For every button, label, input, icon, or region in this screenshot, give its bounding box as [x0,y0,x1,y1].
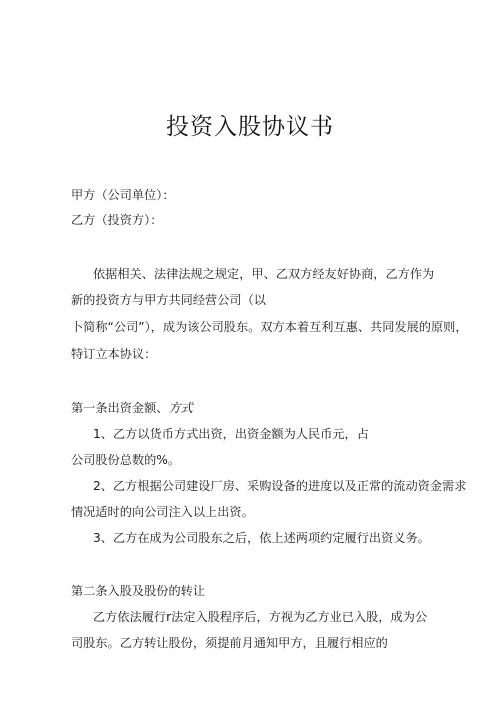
article-2-heading: 第二条入股及股份的转让 [71,584,206,598]
party-a-label: 甲方（公司单位）： [71,188,175,202]
preamble-line: 特订立本协议： [71,347,157,361]
article-1-item: 3、乙方在成为公司股东之后，依上述两项约定履行出资义务。 [93,531,430,545]
document-title: 投资入股协议书 [166,114,334,140]
preamble-line: 依据相关、法律法规之规定，甲、乙双方经友好协商，乙方作为 [93,267,435,281]
article-1-heading [71,400,193,416]
article-1-item: 1、乙方以货币方式出资，出资金额为人民币元，占 [93,427,369,441]
article-2-line: 司股东。乙方转让股份，须提前月通知甲方，且履行相应的 [71,636,388,650]
preamble-line: 卜简称“公司”），成为该公司股东。双方本着互利互惠、共同发展的原则， [71,320,468,334]
party-b-label: 乙方（投资方）： [71,213,163,227]
article-2-line: 乙方依法履行r法定入股程序后，方视为乙方业已入股，成为公 [93,610,428,624]
article-1-item: 情况适时的向公司注入以上出资。 [71,505,254,519]
article-1-heading-italic: 方式 [168,401,193,415]
preamble-line: 新的投资方与甲方共同经营公司（以 [71,293,266,307]
article-1-item: 公司股份总数的%。 [71,453,181,467]
article-1-item: 2、乙方根据公司建设厂房、采购设备的进度以及正常的流动资金需求 [93,479,467,493]
article-1-heading-main: 第一条出资金额、 [71,401,169,415]
